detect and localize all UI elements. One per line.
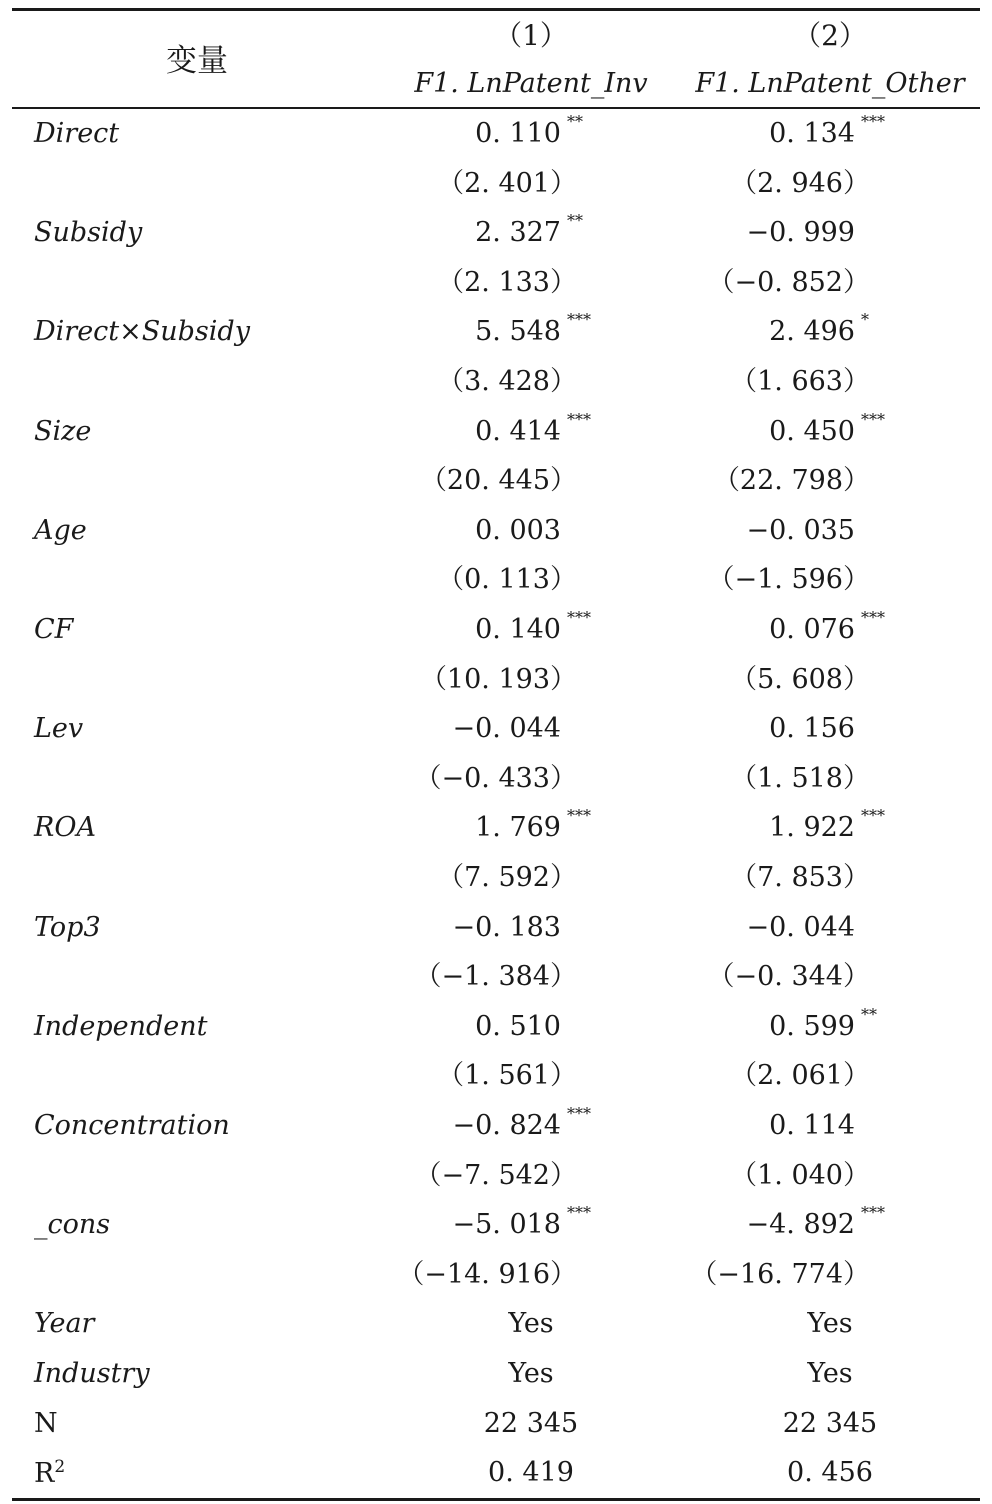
coef-col1 bbox=[475, 112, 583, 149]
coef-value: −5. 018 bbox=[452, 1209, 561, 1241]
footer-col2: Yes bbox=[807, 1358, 853, 1389]
coef-value: −0. 183 bbox=[452, 911, 561, 943]
coef-col2 bbox=[769, 608, 885, 645]
coef-col2 bbox=[746, 911, 855, 943]
coef-col1 bbox=[475, 409, 591, 447]
coef-value: −0. 035 bbox=[746, 514, 855, 546]
coef-value: 0. 114 bbox=[769, 1110, 855, 1141]
footer-col1: 0. 419 bbox=[488, 1457, 574, 1489]
coef-col1 bbox=[452, 1203, 591, 1241]
column-1-dependent: F1. LnPatent_Inv bbox=[414, 68, 648, 99]
tstat-col2: （1. 663） bbox=[730, 366, 870, 397]
column-2-number: （2） bbox=[793, 19, 867, 52]
coef-value: −0. 044 bbox=[452, 713, 561, 745]
column-1-number: （1） bbox=[494, 19, 568, 52]
coef-value: 0. 003 bbox=[475, 514, 561, 546]
variable-name: Lev bbox=[34, 713, 84, 745]
footer-col2: 22 345 bbox=[782, 1407, 878, 1439]
footer-label bbox=[34, 1308, 95, 1340]
variable-name: Concentration bbox=[34, 1110, 230, 1141]
variable-name: Independent bbox=[34, 1010, 208, 1042]
footer-label bbox=[34, 1360, 150, 1387]
tstat-col1: （3. 428） bbox=[437, 366, 577, 397]
variable-name: Subsidy bbox=[34, 217, 143, 249]
tstat-col1: （2. 401） bbox=[437, 167, 577, 199]
significance-stars: *** bbox=[567, 310, 591, 330]
significance-stars: *** bbox=[861, 608, 885, 627]
tstat-col1: （0. 113） bbox=[437, 564, 577, 596]
coef-col1 bbox=[452, 713, 561, 745]
tstat-col1: （−14. 916） bbox=[397, 1258, 577, 1290]
tstat-col2: （−16. 774） bbox=[690, 1258, 870, 1290]
coef-col2 bbox=[769, 713, 855, 745]
tstat-col2: （−1. 596） bbox=[707, 564, 870, 596]
coef-col2 bbox=[769, 1004, 877, 1042]
tstat-col2: （2. 061） bbox=[730, 1060, 870, 1092]
coef-col2 bbox=[746, 1203, 885, 1241]
coef-col1 bbox=[475, 514, 561, 546]
variable-name: Size bbox=[34, 415, 92, 447]
footer-col2: 0. 456 bbox=[787, 1457, 873, 1489]
variable-name: Direct×Subsidy bbox=[34, 316, 250, 348]
significance-stars: *** bbox=[567, 1104, 591, 1123]
coef-col2 bbox=[746, 514, 855, 546]
footer-label bbox=[34, 1407, 58, 1439]
tstat-col2: （1. 518） bbox=[730, 762, 870, 794]
coef-value: −0. 824 bbox=[452, 1110, 561, 1141]
coef-value: 5. 548 bbox=[475, 316, 561, 348]
coef-value: 0. 599 bbox=[769, 1010, 855, 1042]
coef-value: 0. 414 bbox=[475, 415, 561, 447]
tstat-col1: （10. 193） bbox=[419, 663, 577, 695]
significance-stars: * bbox=[861, 310, 869, 330]
tstat-col2: （5. 608） bbox=[730, 663, 870, 695]
coef-col1 bbox=[475, 310, 591, 348]
tstat-col2: （7. 853） bbox=[730, 862, 870, 893]
significance-stars: *** bbox=[861, 806, 885, 826]
coef-value: 0. 156 bbox=[769, 713, 855, 745]
top-rule bbox=[12, 8, 980, 11]
significance-stars: *** bbox=[567, 608, 591, 627]
tstat-col2: （22. 798） bbox=[712, 465, 870, 497]
footer-label-text: Industry bbox=[34, 1358, 150, 1389]
tstat-col1: （7. 592） bbox=[437, 862, 577, 893]
tstat-col1: （−7. 542） bbox=[414, 1159, 577, 1191]
tstat-col2: （1. 040） bbox=[730, 1159, 870, 1191]
regression-table bbox=[12, 8, 980, 1500]
significance-stars: *** bbox=[861, 409, 885, 429]
coef-value: −0. 044 bbox=[746, 911, 855, 943]
variable-name: Age bbox=[34, 514, 87, 546]
variable-name: _cons bbox=[34, 1209, 111, 1241]
coef-col1 bbox=[475, 211, 583, 249]
coef-value: 0. 140 bbox=[475, 614, 561, 645]
tstat-col2: （−0. 344） bbox=[707, 961, 870, 993]
significance-stars: *** bbox=[567, 409, 591, 429]
coef-col1 bbox=[452, 911, 561, 943]
coef-col2 bbox=[769, 1112, 855, 1139]
coef-value: 2. 327 bbox=[475, 217, 561, 249]
footer-col1: Yes bbox=[508, 1358, 554, 1389]
tstat-col1: （−0. 433） bbox=[414, 762, 577, 794]
coef-value: 0. 134 bbox=[769, 118, 855, 149]
variable-name: Direct bbox=[34, 118, 120, 149]
significance-stars: ** bbox=[567, 211, 583, 231]
significance-stars: ** bbox=[861, 1004, 877, 1024]
superscript: 2 bbox=[54, 1457, 66, 1478]
tstat-col1: （1. 561） bbox=[437, 1060, 577, 1092]
footer-col2: Yes bbox=[807, 1308, 853, 1340]
header-rule bbox=[12, 107, 980, 109]
coef-value: 1. 769 bbox=[475, 812, 561, 844]
footer-label-text: Year bbox=[34, 1308, 95, 1340]
significance-stars: *** bbox=[861, 112, 885, 131]
tstat-col1: （2. 133） bbox=[437, 266, 577, 298]
coef-col1 bbox=[452, 1104, 591, 1141]
footer-col1: 22 345 bbox=[483, 1407, 579, 1439]
coef-col1 bbox=[475, 806, 591, 844]
variable-name: CF bbox=[34, 614, 74, 645]
tstat-col2: （−0. 852） bbox=[707, 266, 870, 298]
tstat-col1: （20. 445） bbox=[419, 465, 577, 497]
coef-col2 bbox=[769, 409, 885, 447]
tstat-col1: （−1. 384） bbox=[414, 961, 577, 993]
coef-col2 bbox=[769, 806, 885, 844]
coef-col2 bbox=[746, 217, 855, 249]
coef-value: 0. 110 bbox=[475, 118, 561, 149]
footer-label-text: N bbox=[34, 1407, 58, 1439]
footer-label-text: R bbox=[34, 1458, 55, 1490]
column-2-dependent: F1. LnPatent_Other bbox=[695, 68, 965, 99]
coef-value: −4. 892 bbox=[746, 1209, 855, 1241]
significance-stars: *** bbox=[861, 1203, 885, 1223]
coef-col1 bbox=[475, 1010, 561, 1042]
coef-col2 bbox=[769, 112, 885, 149]
footer-col1: Yes bbox=[508, 1308, 554, 1340]
coef-value: 0. 076 bbox=[769, 614, 855, 645]
coef-value: 0. 450 bbox=[769, 415, 855, 447]
bottom-rule bbox=[12, 1498, 980, 1501]
coef-col2 bbox=[769, 310, 869, 348]
coef-value: 0. 510 bbox=[475, 1010, 561, 1042]
significance-stars: *** bbox=[567, 806, 591, 826]
significance-stars: ** bbox=[567, 112, 583, 131]
variable-header: 变量 bbox=[166, 43, 228, 79]
tstat-col2: （2. 946） bbox=[730, 167, 870, 199]
significance-stars: *** bbox=[567, 1203, 591, 1223]
coef-col1 bbox=[475, 608, 591, 645]
coef-value: 1. 922 bbox=[769, 812, 855, 844]
footer-label bbox=[34, 1457, 66, 1490]
variable-name: Top3 bbox=[34, 911, 101, 943]
coef-value: −0. 999 bbox=[746, 217, 855, 249]
coef-value: 2. 496 bbox=[769, 316, 855, 348]
variable-name: ROA bbox=[34, 812, 96, 844]
